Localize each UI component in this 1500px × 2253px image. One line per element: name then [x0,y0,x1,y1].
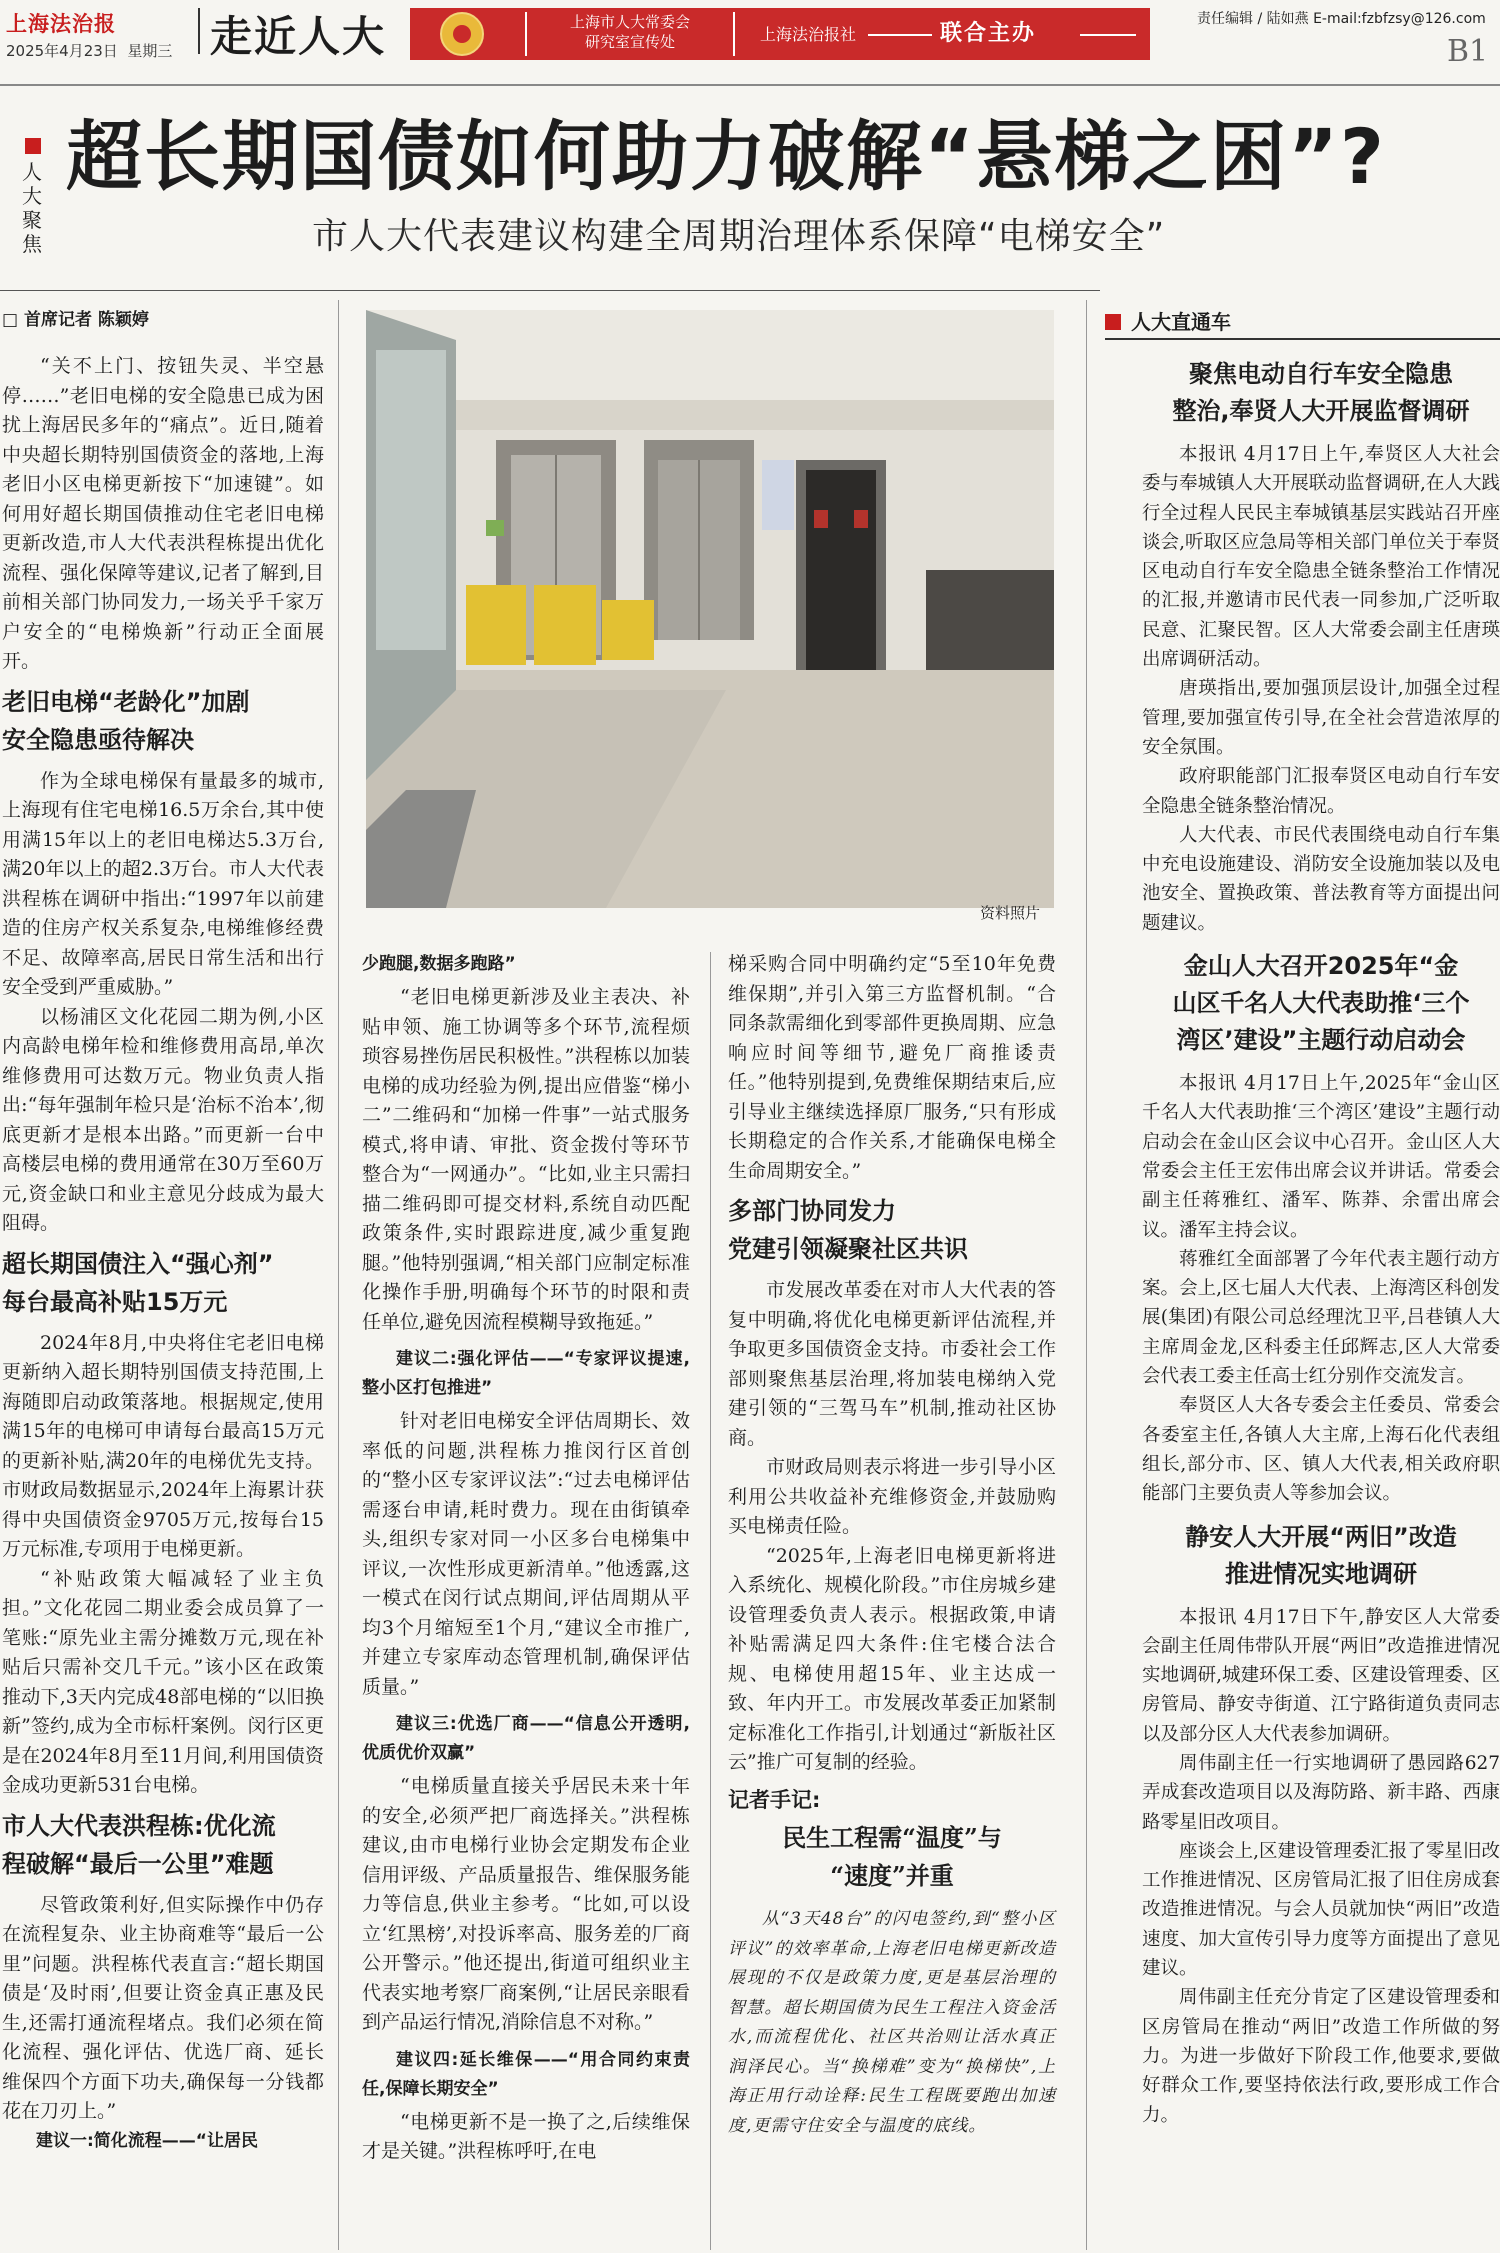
side-tag: 人大聚焦 [22,138,44,256]
column-divider [338,300,339,2250]
body-paragraph: 针对老旧电梯安全评估周期长、效率低的问题,洪程栋力推闵行区首创的“整小区专家评议法”:“过去电梯评估需逐台申请,耗时费力。现在由街镇牵头,组织专家对同一小区多台电梯集中评议,一次性形成更新清单。”他透露,这一模式在闵行试点期间,评估周期从平均3个月缩短至1个月,“建议全市推广,并建立专家库动态管理机制,确保评估质量。” [362,1410,690,1698]
suggestion-heading: 建议二:强化评估——“专家评议提速,整小区打包推进” [362,1349,690,1398]
reporter-notes-title: 民生工程需“温度”与 “速度”并重 [782,1823,1002,1890]
masthead-divider [198,8,200,54]
body-paragraph: 尽管政策利好,但实际操作中仍存在流程复杂、业主协商难等“最后一公里”问题。洪程栋代表直言:“超长期国债是‘及时雨’,但要让资金真正惠及民生,还需打通流程堵点。我们必须在简化流程、强化评估、优选厂商、延长维保四个方面下功夫,确保每一分钱都花在刀刃上。” [2,1893,324,2122]
body-paragraph: “2025年,上海老旧电梯更新将进入系统化、规模化阶段。”市住房城乡建设管理委负责人表示。根据政策,申请补贴需满足四大条件:住宅楼合法合规、电梯使用超15年、业主达成一致、年内开工。市发展改革委正加紧制定标准化工作指引,计划通过“新版社区云”推广可复制的经验。 [728,1544,1056,1773]
column-divider [710,952,711,2250]
column-divider [1086,300,1087,2250]
editor-credit: 责任编辑 / 陆如燕 E-mail:fzbfzsy@126.com [1197,11,1486,27]
news-paragraph: 唐瑛指出,要加强顶层设计,加强全过程管理,要加强宣传引导,在全社会营造浓厚的安全氛围。 [1142,678,1500,758]
news-paragraph: 本报讯 4月17日上午,2025年“金山区千名人大代表助推‘三个湾区’建设”主题行动启动会在金山区会议中心召开。金山区人大常委会主任王宏伟出席会议并讲话。常委会副主任蒋雅红、潘军、陈莽、余雷出席会议。潘军主持会议。 [1142,1073,1500,1241]
section-heading: 市人大代表洪程栋:优化流 程破解“最后一公里”难题 [2,1811,276,1878]
suggestion-heading: 少跑腿,数据多跑路” [362,954,516,974]
news-paragraph: 本报讯 4月17日下午,静安区人大常委会副主任周伟带队开展“两旧”改造推进情况实地调研,城建环保工委、区建设管理委、区房管局、静安寺街道、江宁路街道负责同志以及部分区人大代表参加调研。 [1142,1606,1500,1745]
co-host-name-2: 研究室宣传处 [584,33,675,51]
page-number: B1 [1447,34,1489,69]
section-title: 走近人大 [210,12,387,61]
news-section-header: 人大直通车 [1105,306,1231,338]
red-square-icon [1105,314,1121,330]
newspaper-logo: 上海法治报 [6,11,116,36]
headline: 超长期国债如何助力破解“悬梯之困”? [66,112,1386,201]
body-paragraph: 作为全球电梯保有量最多的城市,上海现有住宅电梯16.5万余台,其中使用满15年以上的老旧电梯达5.3万台,满20年以上的超2.3万台。市人大代表洪程栋在调研中指出:“1997年以前建造的住房产权关系复杂,电梯维修经费不足、故障率高,居民日常生活和出行安全受到严重威胁。” [2,769,324,998]
elevator-lobby-photo [366,310,1054,908]
news-paragraph: 周伟副主任充分肯定了区建设管理委和区房管局在推动“两旧”改造工作所做的努力。为进一步做好下阶段工作,他要求,要做好群众工作,要坚持依法行政,要形成工作合力。 [1142,1987,1500,2126]
news-title: 静安人大开展“两旧”改造 推进情况实地调研 [1185,1522,1457,1588]
suggestion-heading: 建议四:延长维保——“用合同约束责任,保障长期安全” [362,2049,690,2099]
article-column-1 [2,352,324,2156]
body-paragraph: “电梯更新不是一换了之,后续维保才是关键。”洪程栋呼吁,在电 [362,2110,690,2162]
photo-caption: 资料照片 [980,904,1041,922]
co-host-name-1: 上海市人大常委会 [569,13,690,31]
news-header-rule [1105,338,1500,340]
section-heading: 多部门协同发力 党建引领凝聚社区共识 [728,1197,968,1263]
news-title: 金山人大召开2025年“金 山区千名人大代表助推‘三个 湾区’建设”主题行动启动会 [1172,952,1470,1055]
news-column [1142,346,1500,2130]
body-paragraph: 2024年8月,中央将住宅老旧电梯更新纳入超长期特别国债支持范围,上海随即启动政策落地。根据规定,使用满15年的电梯可申请每台最高15万元的更新补贴,满20年的电梯优先支持。市财政局数据显示,2024年上海累计获得中央国债资金9705万元,按每台15万元标准,专项用于电梯更新。 [2,1331,324,1560]
news-paragraph: 本报讯 4月17日上午,奉贤区人大社会委与奉城镇人大开展联动监督调研,在人大践行全过程人民民主奉城镇基层实践站召开座谈会,听取区应急局等相关部门单位关于奉贤区电动自行车安全隐患全链条整治工作情况的汇报,并邀请市民代表一同参加,广泛听取民意、汇聚民智。区人大常委会副主任唐瑛出席调研活动。 [1142,444,1500,671]
body-paragraph: “补贴政策大幅减轻了业主负担。”文化花园二期业委会成员算了一笔账:“原先业主需分摊数万元,现在补贴后只需补交几千元。”该小区在政策推动下,3天内完成48部电梯的“以旧换新”签约,成为全市标杆案例。闵行区更是在2024年8月至11月间,利用国债资金成功更新531台电梯。 [2,1567,324,1796]
co-host-paper: 上海法治报社 [760,25,857,44]
body-paragraph: “电梯质量直接关乎居民未来十年的安全,必须严把厂商选择关。”洪程栋建议,由市电梯行业协会定期发布企业信用评级、产品质量报告、维保服务能力等信息,供业主参考。“比如,可以设立‘红黑榜’,对投诉率高、服务差的厂商公开警示。”他还提出,街道可组织业主代表实地考察厂商案例,“让居民亲眼看到产品运行情况,消除信息不对称。” [362,1775,690,2033]
news-paragraph: 周伟副主任一行实地调研了愚园路627弄成套改造项目以及海防路、新丰路、西康路零星旧改项目。 [1142,1752,1500,1833]
subheadline: 市人大代表建议构建全周期治理体系保障“电梯安全” [312,216,1166,257]
reporter-notes-label: 记者手记: [728,1787,821,1812]
body-paragraph: “老旧电梯更新涉及业主表决、补贴申领、施工协调等多个环节,流程烦琐容易挫伤居民积极性。”洪程栋以加装电梯的成功经验为例,提出应借鉴“梯小二”二维码和“加梯一件事”一站式服务模式,将申请、审批、资金拨付等环节整合为“一网通办”。“比如,业主只需扫描二维码即可提交材料,系统自动匹配政策条件,实时跟踪进度,减少重复跑腿。”他特别强调,“相关部门应制定标准化操作手册,明确每个环节的时限和责任单位,避免因流程模糊导致拖延。” [362,986,690,1333]
elevator-photo-illustration [366,310,1054,908]
news-title: 聚焦电动自行车安全隐患 整治,奉贤人大开展监督调研 [1172,360,1470,425]
news-paragraph: 政府职能部门汇报奉贤区电动自行车安全隐患全链条整治情况。 [1142,766,1500,817]
news-paragraph: 奉贤区人大各专委会主任委员、常委会各委室主任,各镇人大主席,上海石化代表组组长,部分市、区、镇人大代表,相关政府职能部门主要负责人等参加会议。 [1142,1395,1500,1505]
headline-rule [0,290,1100,291]
section-heading: 超长期国债注入“强心剂” 每台最高补贴15万元 [2,1249,274,1316]
notes-paragraph: 从“3天48台”的闪电签约,到“整小区评议”的效率革命,上海老旧电梯更新改造展现的不仅是政策力度,更是基层治理的智慧。超长期国债为民生工程注入资金活水,而流程优化、社区共治则让活水真正润泽民心。当“换梯难”变为“换梯快”,上海正用行动诠释:民生工程既要跑出加速度,更需守住安全与温度的底线。 [728,1909,1056,2136]
band-dash-right [1080,34,1136,36]
body-paragraph: 以杨浦区文化花园二期为例,小区内高龄电梯年检和维修费用高昂,单次维修费用可达数万元。物业负责人指出:“每年强制年检只是‘治标不治本’,彻底更新才是根本出路。”而更新一台中高楼层电梯的费用通常在30万至60万元,资金缺口和业主意见分歧成为最大阻碍。 [2,1005,324,1234]
intro-paragraph: “关不上门、按钮失灵、半空悬停……”老旧电梯的安全隐患已成为困扰上海居民多年的“痛点”。近日,随着中央超长期特别国债资金的落地,上海老旧小区电梯更新按下“加速键”。如何用好超长期国债推动住宅老旧电梯更新改造,市人大代表洪程栋提出优化流程、强化保障等建议,记者了解到,目前相关部门协同发力,一场关乎千家万户安全的“电梯焕新”行动正全面展开。 [2,355,324,672]
suggestion-heading: 建议一:简化流程——“让居民 [36,2130,258,2151]
news-paragraph: 人大代表、市民代表围绕电动自行车集中充电设施建设、消防安全设施加装以及电池安全、置换政策、普法教育等方面提出问题建议。 [1142,824,1500,934]
issue-date: 2025年4月23日 星期三 [6,42,173,60]
co-host-label: 联合主办 [940,21,1037,46]
article-column-2 [362,950,690,2167]
masthead [0,0,1500,82]
red-square-icon [25,138,41,154]
body-paragraph: 市发展改革委在对市人大代表的答复中明确,将优化电梯更新评估流程,并争取更多国债资金支持。市委社会工作部则聚焦基层治理,将加装电梯纳入党建引领的“三驾马车”机制,推动社区协商。 [728,1279,1056,1449]
reporter-notes [728,1905,1056,2141]
body-paragraph: 市财政局则表示将进一步引导小区利用公共收益补充维修资金,并鼓励购买电梯责任险。 [728,1456,1056,1537]
byline: □ 首席记者 陈颖婷 [2,310,149,330]
section-heading: 老旧电梯“老龄化”加剧 安全隐患亟待解决 [2,687,250,754]
masthead-rule [0,84,1500,86]
article-column-3 [728,950,1056,2141]
co-host-box [525,12,735,56]
suggestion-heading: 建议三:优选厂商——“信息公开透明,优质优价双赢” [362,1714,690,1763]
body-paragraph: 梯采购合同中明确约定“5至10年免费维保期”,并引入第三方监督机制。“合同条款需细化到零部件更换周期、应急响应时间等细节,避免厂商推诿责任。”他特别提到,免费维保期结束后,应引导业主继续选择原厂服务,“只有形成长期稳定的合作关系,才能确保电梯全生命周期安全。” [728,953,1056,1182]
news-paragraph: 座谈会上,区建设管理委汇报了零星旧改工作推进情况、区房管局汇报了旧住房成套改造推进情况。与会人员就加快“两旧”改造速度、加大宣传引导力度等方面提出了意见建议。 [1142,1840,1500,1980]
national-emblem-icon [440,12,484,56]
band-dash-left [868,34,932,36]
news-paragraph: 蒋雅红全面部署了今年代表主题行动方案。会上,区七届人大代表、上海湾区科创发展(集团)有限公司总经理沈卫平,吕巷镇人大主席周金龙,区科委主任邱辉志,区人大常委会代表工委主任高士红分别作交流发言。 [1142,1248,1500,1388]
